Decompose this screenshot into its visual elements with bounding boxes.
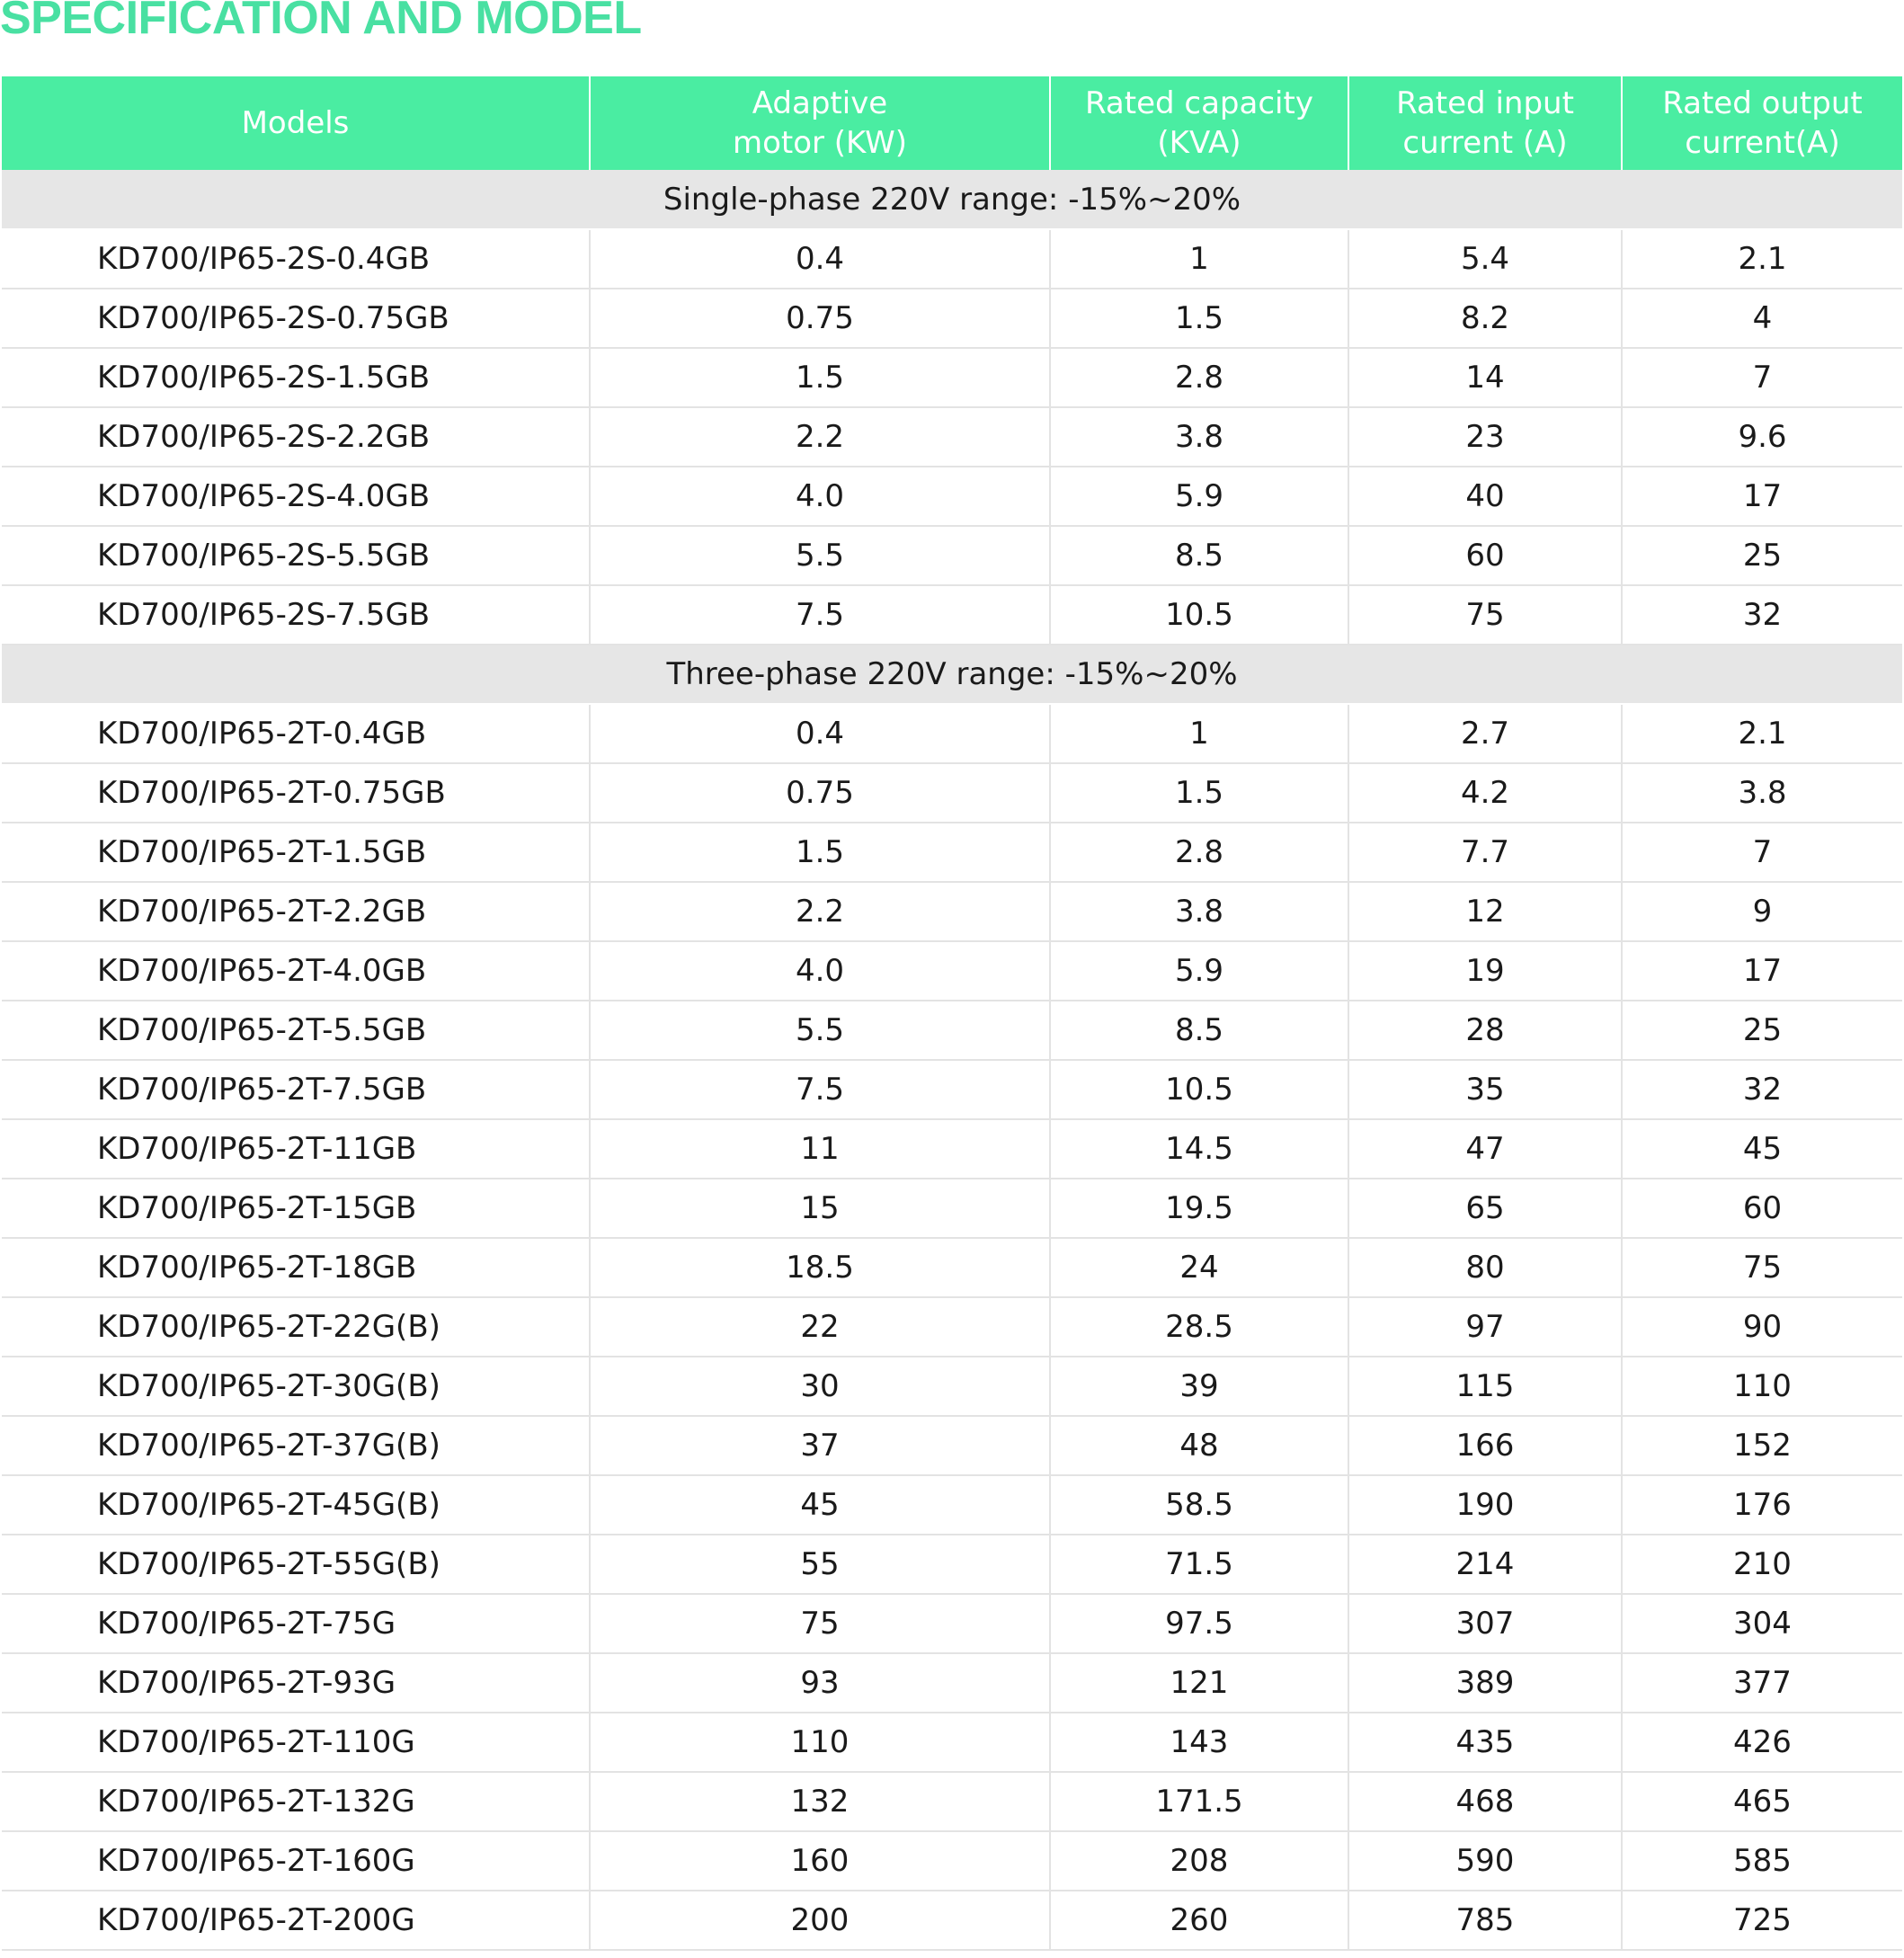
model-cell: KD700/IP65-2S-7.5GB (2, 585, 590, 645)
rated-output-current-cell: 210 (1622, 1535, 1902, 1594)
rated-capacity-cell: 143 (1050, 1713, 1348, 1772)
rated-output-current-cell: 3.8 (1622, 763, 1902, 823)
rated-input-current-cell: 5.4 (1348, 229, 1622, 289)
table-row (2, 407, 1902, 467)
header-rated-input-current: Rated input current (A) (1348, 76, 1622, 170)
rated-capacity-cell: 1 (1050, 229, 1348, 289)
adaptive-motor-cell: 2.2 (590, 407, 1050, 467)
rated-input-current-cell: 14 (1348, 348, 1622, 407)
rated-capacity-cell: 171.5 (1050, 1772, 1348, 1831)
adaptive-motor-cell: 7.5 (590, 585, 1050, 645)
group-label: Single-phase 220V range: -15%~20% (2, 170, 1902, 229)
rated-capacity-cell: 260 (1050, 1891, 1348, 1950)
model-cell: KD700/IP65-2S-5.5GB (2, 526, 590, 585)
adaptive-motor-cell: 5.5 (590, 526, 1050, 585)
header-rated-capacity: Rated capacity (KVA) (1050, 76, 1348, 170)
model-cell: KD700/IP65-2T-30G(B) (2, 1357, 590, 1416)
rated-capacity-cell: 3.8 (1050, 407, 1348, 467)
table-row (2, 1475, 1902, 1535)
rated-capacity-cell: 8.5 (1050, 1001, 1348, 1060)
model-cell: KD700/IP65-2T-7.5GB (2, 1060, 590, 1119)
adaptive-motor-cell: 55 (590, 1535, 1050, 1594)
rated-capacity-cell: 208 (1050, 1831, 1348, 1891)
adaptive-motor-cell: 30 (590, 1357, 1050, 1416)
group-header-row (2, 170, 1902, 229)
rated-input-current-cell: 60 (1348, 526, 1622, 585)
table-row (2, 1238, 1902, 1297)
rated-output-current-cell: 45 (1622, 1119, 1902, 1179)
adaptive-motor-cell: 4.0 (590, 467, 1050, 526)
rated-capacity-cell: 1 (1050, 704, 1348, 763)
adaptive-motor-cell: 45 (590, 1475, 1050, 1535)
rated-capacity-cell: 24 (1050, 1238, 1348, 1297)
table-row (2, 882, 1902, 941)
model-cell: KD700/IP65-2T-75G (2, 1594, 590, 1653)
rated-output-current-cell: 32 (1622, 1060, 1902, 1119)
header-row (2, 76, 1902, 170)
table-body (2, 170, 1902, 1950)
rated-input-current-cell: 190 (1348, 1475, 1622, 1535)
model-cell: KD700/IP65-2T-93G (2, 1653, 590, 1713)
rated-input-current-cell: 435 (1348, 1713, 1622, 1772)
model-cell: KD700/IP65-2T-4.0GB (2, 941, 590, 1001)
table-row (2, 348, 1902, 407)
header-adaptive-motor: Adaptive motor (KW) (590, 76, 1050, 170)
adaptive-motor-cell: 0.75 (590, 289, 1050, 348)
rated-input-current-cell: 12 (1348, 882, 1622, 941)
table-row (2, 1594, 1902, 1653)
table-row (2, 467, 1902, 526)
rated-input-current-cell: 590 (1348, 1831, 1622, 1891)
model-cell: KD700/IP65-2T-55G(B) (2, 1535, 590, 1594)
table-row (2, 1535, 1902, 1594)
rated-capacity-cell: 19.5 (1050, 1179, 1348, 1238)
rated-capacity-cell: 10.5 (1050, 585, 1348, 645)
rated-output-current-cell: 7 (1622, 823, 1902, 882)
table-row (2, 526, 1902, 585)
rated-input-current-cell: 75 (1348, 585, 1622, 645)
adaptive-motor-cell: 4.0 (590, 941, 1050, 1001)
adaptive-motor-cell: 0.75 (590, 763, 1050, 823)
page-title: SPECIFICATION AND MODEL (0, 0, 642, 44)
rated-input-current-cell: 40 (1348, 467, 1622, 526)
rated-capacity-cell: 14.5 (1050, 1119, 1348, 1179)
rated-capacity-cell: 28.5 (1050, 1297, 1348, 1357)
rated-output-current-cell: 152 (1622, 1416, 1902, 1475)
table-row (2, 1297, 1902, 1357)
rated-input-current-cell: 166 (1348, 1416, 1622, 1475)
rated-input-current-cell: 97 (1348, 1297, 1622, 1357)
table-row (2, 1179, 1902, 1238)
rated-input-current-cell: 80 (1348, 1238, 1622, 1297)
table-row (2, 585, 1902, 645)
model-cell: KD700/IP65-2T-18GB (2, 1238, 590, 1297)
rated-capacity-cell: 121 (1050, 1653, 1348, 1713)
rated-input-current-cell: 115 (1348, 1357, 1622, 1416)
rated-output-current-cell: 110 (1622, 1357, 1902, 1416)
table-row (2, 823, 1902, 882)
table-row (2, 1357, 1902, 1416)
model-cell: KD700/IP65-2S-2.2GB (2, 407, 590, 467)
group-header-row (2, 645, 1902, 704)
table-row (2, 229, 1902, 289)
rated-input-current-cell: 47 (1348, 1119, 1622, 1179)
rated-output-current-cell: 17 (1622, 467, 1902, 526)
adaptive-motor-cell: 110 (590, 1713, 1050, 1772)
rated-input-current-cell: 7.7 (1348, 823, 1622, 882)
specification-table (2, 76, 1902, 1951)
adaptive-motor-cell: 5.5 (590, 1001, 1050, 1060)
model-cell: KD700/IP65-2T-45G(B) (2, 1475, 590, 1535)
table-row (2, 1060, 1902, 1119)
model-cell: KD700/IP65-2T-37G(B) (2, 1416, 590, 1475)
rated-capacity-cell: 39 (1050, 1357, 1348, 1416)
rated-capacity-cell: 8.5 (1050, 526, 1348, 585)
rated-output-current-cell: 9.6 (1622, 407, 1902, 467)
rated-capacity-cell: 48 (1050, 1416, 1348, 1475)
rated-input-current-cell: 307 (1348, 1594, 1622, 1653)
adaptive-motor-cell: 7.5 (590, 1060, 1050, 1119)
table-row (2, 1772, 1902, 1831)
rated-output-current-cell: 2.1 (1622, 704, 1902, 763)
table-row (2, 1119, 1902, 1179)
rated-output-current-cell: 304 (1622, 1594, 1902, 1653)
table-row (2, 704, 1902, 763)
model-cell: KD700/IP65-2T-22G(B) (2, 1297, 590, 1357)
rated-input-current-cell: 35 (1348, 1060, 1622, 1119)
table-row (2, 1713, 1902, 1772)
model-cell: KD700/IP65-2S-1.5GB (2, 348, 590, 407)
table-row (2, 289, 1902, 348)
rated-output-current-cell: 9 (1622, 882, 1902, 941)
adaptive-motor-cell: 160 (590, 1831, 1050, 1891)
rated-output-current-cell: 7 (1622, 348, 1902, 407)
model-cell: KD700/IP65-2T-132G (2, 1772, 590, 1831)
model-cell: KD700/IP65-2T-160G (2, 1831, 590, 1891)
rated-input-current-cell: 28 (1348, 1001, 1622, 1060)
rated-capacity-cell: 3.8 (1050, 882, 1348, 941)
table-header (2, 76, 1902, 170)
rated-input-current-cell: 214 (1348, 1535, 1622, 1594)
rated-input-current-cell: 8.2 (1348, 289, 1622, 348)
rated-input-current-cell: 2.7 (1348, 704, 1622, 763)
header-rated-output-current: Rated output current(A) (1622, 76, 1902, 170)
model-cell: KD700/IP65-2S-0.4GB (2, 229, 590, 289)
adaptive-motor-cell: 15 (590, 1179, 1050, 1238)
rated-output-current-cell: 90 (1622, 1297, 1902, 1357)
rated-output-current-cell: 25 (1622, 526, 1902, 585)
rated-output-current-cell: 75 (1622, 1238, 1902, 1297)
model-cell: KD700/IP65-2T-11GB (2, 1119, 590, 1179)
adaptive-motor-cell: 11 (590, 1119, 1050, 1179)
model-cell: KD700/IP65-2T-200G (2, 1891, 590, 1950)
table-row (2, 1653, 1902, 1713)
rated-input-current-cell: 65 (1348, 1179, 1622, 1238)
adaptive-motor-cell: 1.5 (590, 348, 1050, 407)
model-cell: KD700/IP65-2T-5.5GB (2, 1001, 590, 1060)
rated-capacity-cell: 5.9 (1050, 941, 1348, 1001)
model-cell: KD700/IP65-2T-15GB (2, 1179, 590, 1238)
adaptive-motor-cell: 200 (590, 1891, 1050, 1950)
group-label: Three-phase 220V range: -15%~20% (2, 645, 1902, 704)
model-cell: KD700/IP65-2T-110G (2, 1713, 590, 1772)
rated-output-current-cell: 377 (1622, 1653, 1902, 1713)
model-cell: KD700/IP65-2T-0.75GB (2, 763, 590, 823)
adaptive-motor-cell: 2.2 (590, 882, 1050, 941)
adaptive-motor-cell: 93 (590, 1653, 1050, 1713)
rated-capacity-cell: 5.9 (1050, 467, 1348, 526)
rated-input-current-cell: 23 (1348, 407, 1622, 467)
adaptive-motor-cell: 37 (590, 1416, 1050, 1475)
rated-output-current-cell: 25 (1622, 1001, 1902, 1060)
adaptive-motor-cell: 0.4 (590, 704, 1050, 763)
rated-output-current-cell: 426 (1622, 1713, 1902, 1772)
adaptive-motor-cell: 0.4 (590, 229, 1050, 289)
rated-capacity-cell: 10.5 (1050, 1060, 1348, 1119)
rated-capacity-cell: 1.5 (1050, 763, 1348, 823)
model-cell: KD700/IP65-2T-1.5GB (2, 823, 590, 882)
rated-capacity-cell: 2.8 (1050, 348, 1348, 407)
model-cell: KD700/IP65-2T-2.2GB (2, 882, 590, 941)
model-cell: KD700/IP65-2S-0.75GB (2, 289, 590, 348)
rated-output-current-cell: 4 (1622, 289, 1902, 348)
rated-capacity-cell: 1.5 (1050, 289, 1348, 348)
rated-output-current-cell: 17 (1622, 941, 1902, 1001)
table-row (2, 1416, 1902, 1475)
rated-output-current-cell: 176 (1622, 1475, 1902, 1535)
model-cell: KD700/IP65-2T-0.4GB (2, 704, 590, 763)
rated-capacity-cell: 71.5 (1050, 1535, 1348, 1594)
rated-input-current-cell: 389 (1348, 1653, 1622, 1713)
rated-capacity-cell: 58.5 (1050, 1475, 1348, 1535)
rated-output-current-cell: 725 (1622, 1891, 1902, 1950)
rated-output-current-cell: 60 (1622, 1179, 1902, 1238)
adaptive-motor-cell: 22 (590, 1297, 1050, 1357)
rated-output-current-cell: 465 (1622, 1772, 1902, 1831)
rated-capacity-cell: 2.8 (1050, 823, 1348, 882)
model-cell: KD700/IP65-2S-4.0GB (2, 467, 590, 526)
rated-output-current-cell: 2.1 (1622, 229, 1902, 289)
table-row (2, 941, 1902, 1001)
table-row (2, 1891, 1902, 1950)
rated-input-current-cell: 468 (1348, 1772, 1622, 1831)
adaptive-motor-cell: 1.5 (590, 823, 1050, 882)
rated-output-current-cell: 585 (1622, 1831, 1902, 1891)
rated-input-current-cell: 4.2 (1348, 763, 1622, 823)
table-row (2, 763, 1902, 823)
rated-capacity-cell: 97.5 (1050, 1594, 1348, 1653)
header-models: Models (2, 76, 590, 170)
adaptive-motor-cell: 75 (590, 1594, 1050, 1653)
rated-input-current-cell: 785 (1348, 1891, 1622, 1950)
table-row (2, 1831, 1902, 1891)
adaptive-motor-cell: 18.5 (590, 1238, 1050, 1297)
rated-input-current-cell: 19 (1348, 941, 1622, 1001)
adaptive-motor-cell: 132 (590, 1772, 1050, 1831)
table-row (2, 1001, 1902, 1060)
rated-output-current-cell: 32 (1622, 585, 1902, 645)
